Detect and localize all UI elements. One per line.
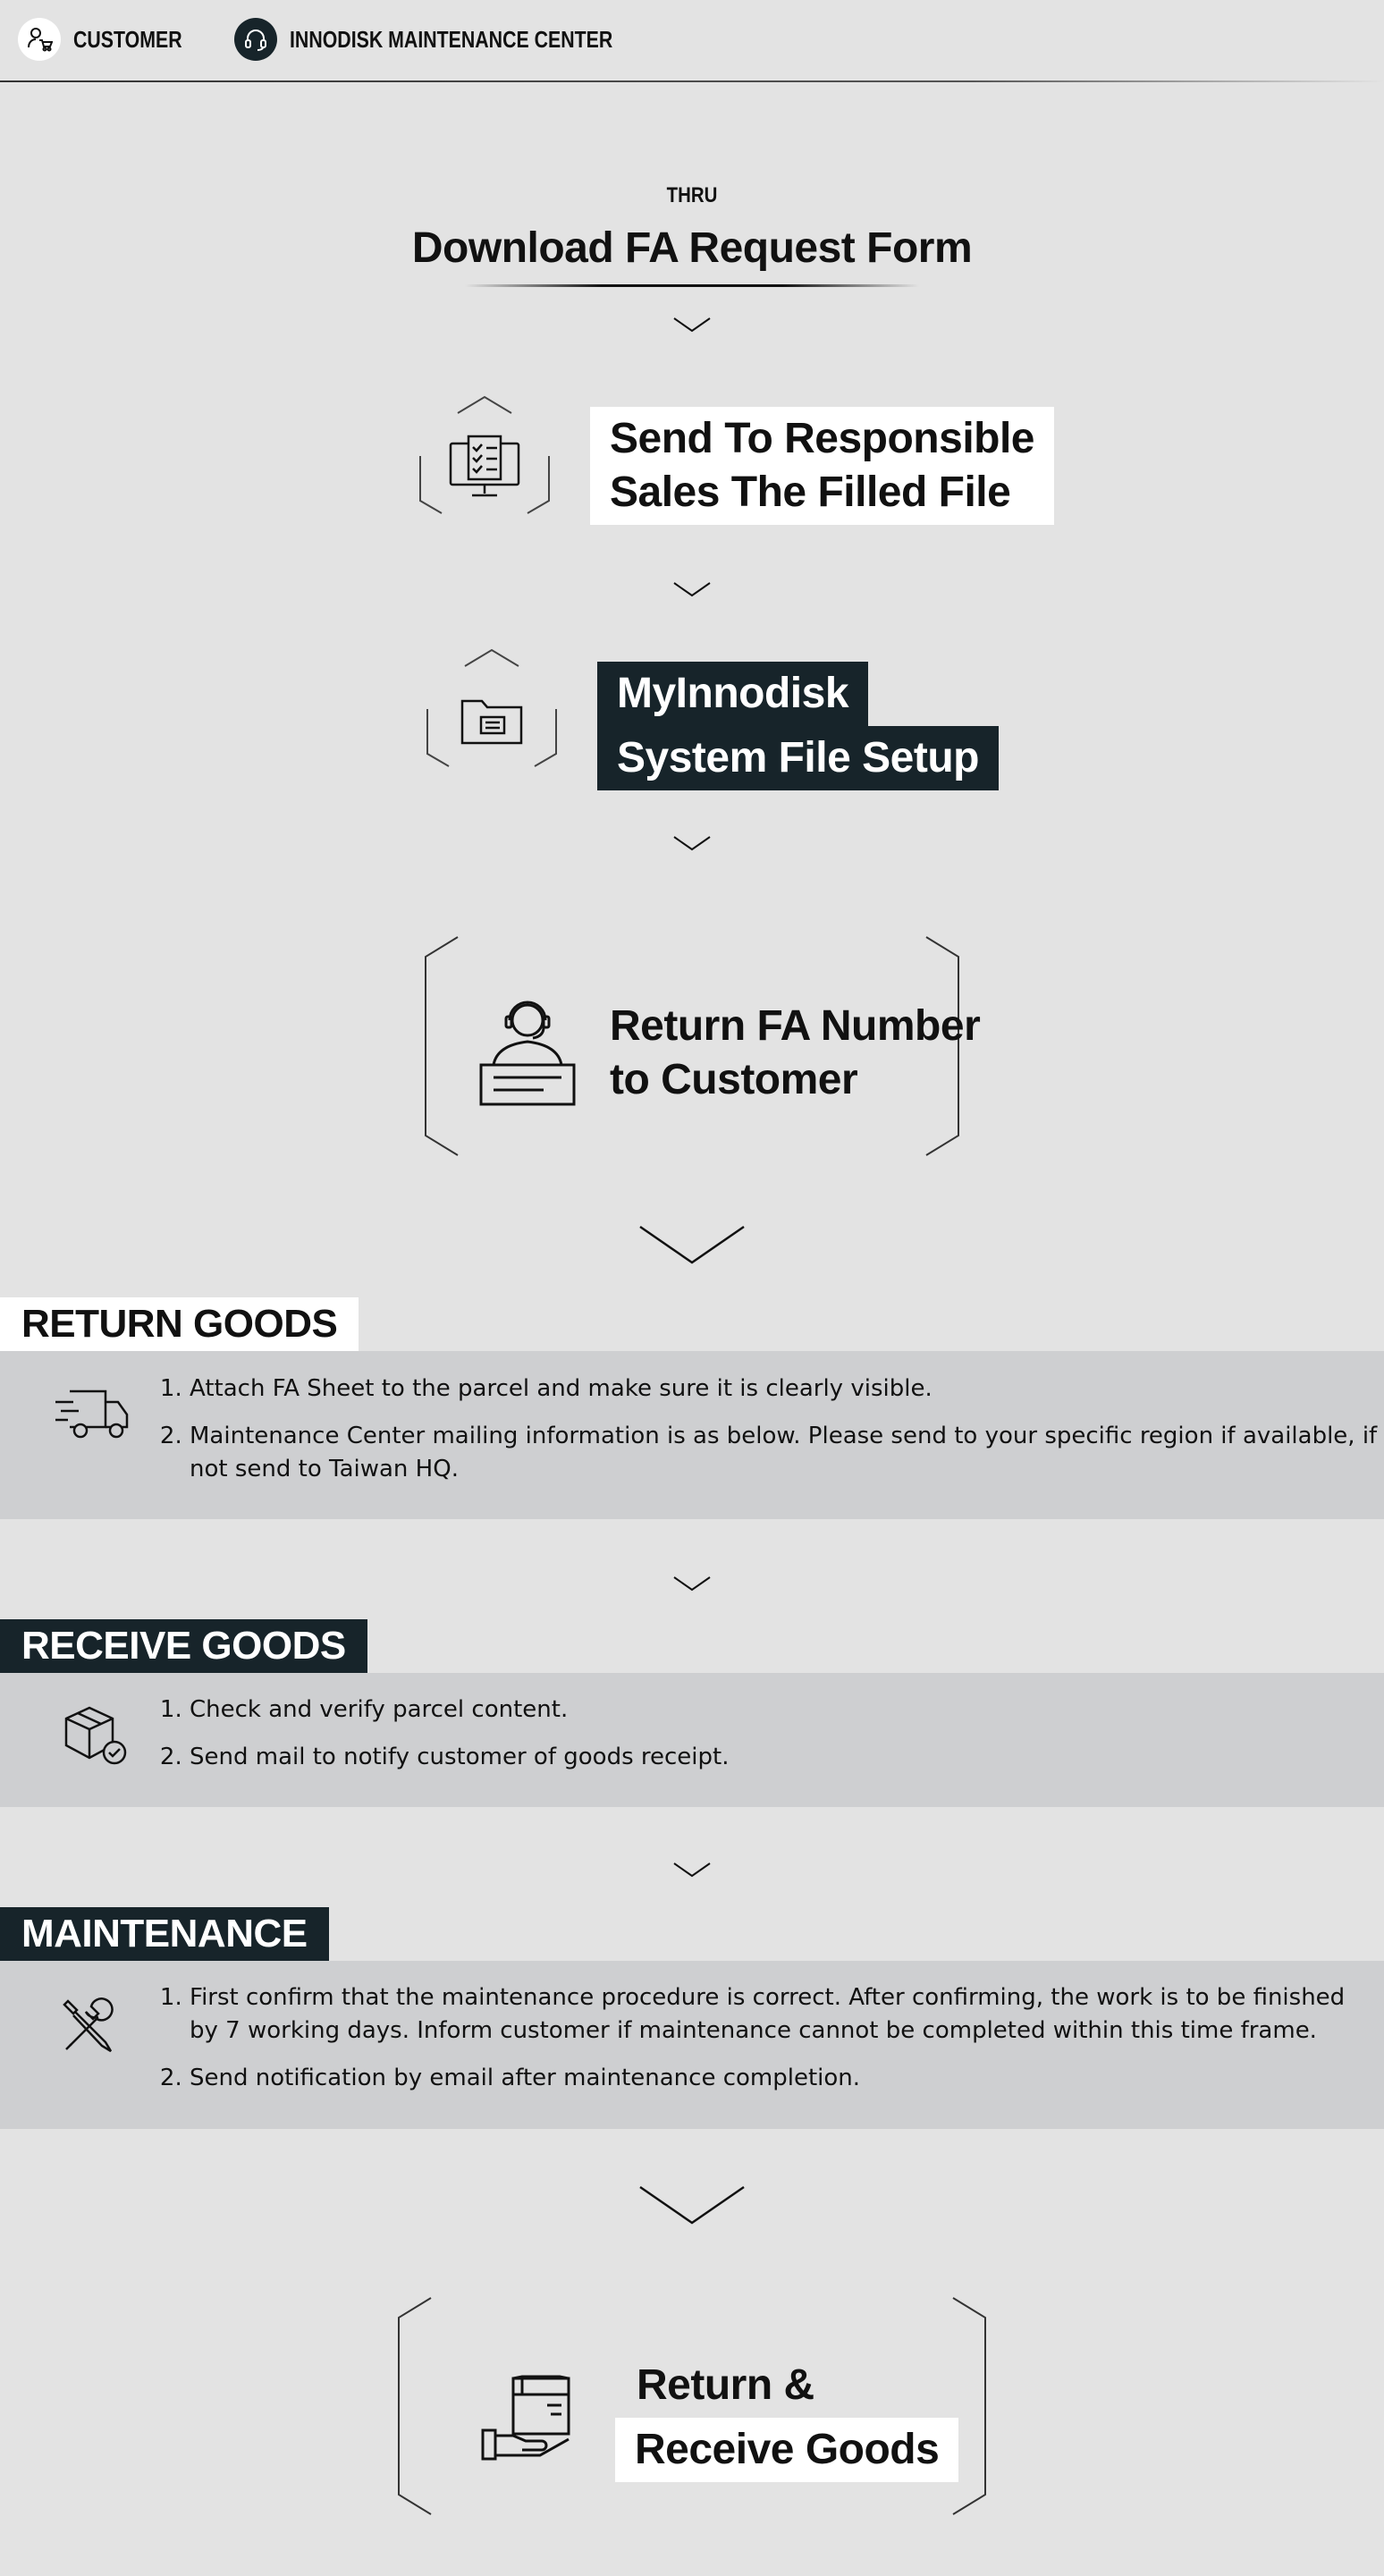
title-underline: [465, 284, 919, 287]
delivery-truck-icon: [54, 1386, 131, 1445]
send-file-label: [590, 407, 1054, 525]
send-file-line1: Send To Responsible: [610, 415, 1034, 462]
legend-customer-label: CUSTOMER: [73, 25, 182, 53]
customer-cart-icon: [18, 18, 61, 61]
legend-header: [0, 0, 1384, 80]
large-chevron-down-icon: [638, 1223, 746, 1266]
legend-center-label: INNODISK MAINTENANCE CENTER: [290, 25, 613, 53]
legend-customer: [18, 18, 206, 61]
final-line2: Receive Goods: [615, 2418, 958, 2482]
return-fa-line1: Return FA Number: [610, 1002, 981, 1050]
download-fa-form-title: Download FA Request Form: [411, 224, 973, 272]
computer-checklist-icon: [447, 433, 522, 503]
receive-goods-list: [154, 1693, 1352, 1788]
chevron-down-icon: [672, 1860, 712, 1879]
return-fa-line2: to Customer: [610, 1056, 858, 1103]
support-agent-icon: [477, 997, 578, 1111]
list-item: 2. Send mail to notify customer of goods receipt.: [190, 1741, 1352, 1774]
header-divider: [0, 80, 1384, 82]
maintenance-list: [154, 1981, 1379, 2109]
send-file-line2: Sales The Filled File: [610, 469, 1011, 516]
headset-icon: [234, 18, 277, 61]
large-chevron-down-icon: [638, 2183, 746, 2226]
wrench-screwdriver-icon: [61, 1996, 120, 2058]
return-receive-goods-label: [615, 2353, 958, 2482]
return-fa-number-label: [610, 1000, 980, 1107]
package-check-icon: [63, 1704, 131, 1770]
setup-line2: System File Setup: [597, 726, 999, 790]
receive-goods-title: RECEIVE GOODS: [0, 1619, 367, 1673]
folder-icon: [460, 694, 524, 749]
hand-package-icon: [479, 2375, 579, 2468]
return-goods-list: [154, 1372, 1379, 1500]
setup-line1: MyInnodisk: [597, 662, 868, 726]
chevron-down-icon: [672, 1574, 712, 1593]
list-item: 1. Attach FA Sheet to the parcel and make sure it is clearly visible.: [190, 1372, 1379, 1406]
return-goods-title: RETURN GOODS: [0, 1297, 359, 1351]
list-item: 1. Check and verify parcel content.: [190, 1693, 1352, 1727]
chevron-down-icon: [672, 315, 712, 334]
final-line1: Return &: [637, 2361, 814, 2409]
chevron-down-icon: [672, 579, 712, 599]
list-item: 2. Send notification by email after maintenance completion.: [190, 2062, 1379, 2095]
list-item: 1. First confirm that the maintenance procedure is correct. After confirming, the work is to be finished by 7 working days. Inform customer if maintenance cannot be completed within this time frame.: [190, 1981, 1379, 2048]
thru-label: THRU: [666, 183, 718, 207]
maintenance-title: MAINTENANCE: [0, 1907, 329, 1961]
system-file-setup-label: [597, 662, 999, 790]
list-item: 2. Maintenance Center mailing information is as below. Please send to your specific region if available, if not send to Taiwan HQ.: [190, 1420, 1379, 1486]
legend-center: [234, 18, 684, 61]
chevron-down-icon: [672, 833, 712, 853]
